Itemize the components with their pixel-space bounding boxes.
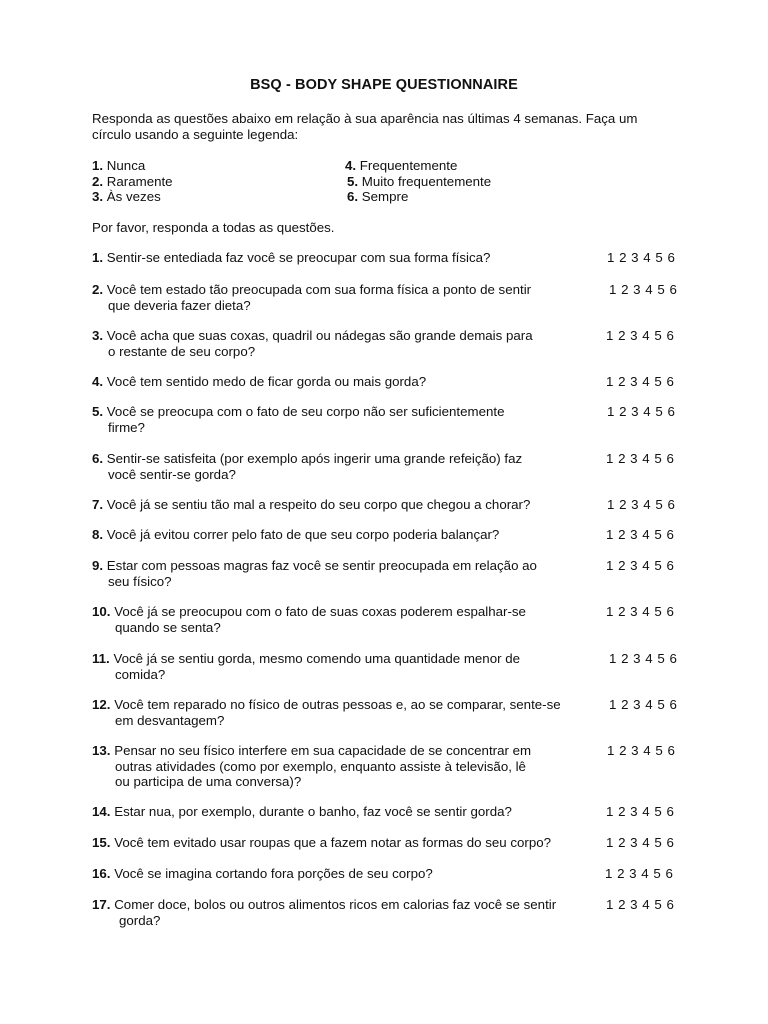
legend-label: Nunca xyxy=(106,158,146,173)
legend-item-4 xyxy=(345,158,457,174)
question-text xyxy=(92,328,602,359)
answer-scale: 1 2 3 4 5 6 xyxy=(606,328,675,343)
question-line: você sentir-se gorda? xyxy=(108,466,236,482)
question-text xyxy=(92,374,602,390)
question-number: 7. xyxy=(92,497,104,512)
question-line-text: Você tem reparado no físico de outras pessoas e, ao se comparar, sente-se xyxy=(114,697,561,712)
legend-label: Muito frequentemente xyxy=(361,174,492,189)
question-line-text: Você acha que suas coxas, quadril ou nádegas são grande demais para xyxy=(106,328,533,343)
question-text xyxy=(92,897,602,928)
question-line-text: Você tem sentido medo de ficar gorda ou mais gorda? xyxy=(106,374,427,389)
question-number: 2. xyxy=(92,282,104,297)
question-text xyxy=(92,497,602,513)
legend-number: 1. xyxy=(92,158,104,173)
question-text xyxy=(92,451,602,482)
question-text xyxy=(92,250,602,266)
question-line-text: Pensar no seu físico interfere em sua capacidade de se concentrar em xyxy=(114,743,532,758)
answer-scale: 1 2 3 4 5 6 xyxy=(606,451,675,466)
answer-scale: 1 2 3 4 5 6 xyxy=(607,743,676,758)
question-number: 3. xyxy=(92,328,104,343)
legend-number: 2. xyxy=(92,174,104,189)
question-line-text: Estar com pessoas magras faz você se sentir preocupada em relação ao xyxy=(106,558,537,573)
legend-number: 4. xyxy=(345,158,357,173)
legend-label: Sempre xyxy=(361,189,409,204)
question-line xyxy=(92,697,602,713)
legend-item-2 xyxy=(92,174,173,190)
legend-item-1 xyxy=(92,158,145,174)
intro-line: Responda as questões abaixo em relação à sua aparência nas últimas 4 semanas. Faça um xyxy=(92,111,638,126)
legend-number: 5. xyxy=(347,174,359,189)
question-text xyxy=(92,604,602,635)
answer-scale: 1 2 3 4 5 6 xyxy=(607,250,676,265)
question-line: quando se senta? xyxy=(115,619,221,635)
question-text xyxy=(92,804,602,820)
question-line-text: Você já se sentiu tão mal a respeito do seu corpo que chegou a chorar? xyxy=(106,497,531,512)
question-line xyxy=(92,282,602,298)
question-line-text: Você tem estado tão preocupada com sua forma física a ponto de sentir xyxy=(106,282,532,297)
question-line xyxy=(92,743,602,759)
question-line xyxy=(92,404,602,420)
question-number: 12. xyxy=(92,697,111,712)
question-line xyxy=(92,451,602,467)
answer-scale: 1 2 3 4 5 6 xyxy=(609,697,678,712)
question-line-text: Você tem evitado usar roupas que a fazem notar as formas do seu corpo? xyxy=(114,835,552,850)
question-line: em desvantagem? xyxy=(115,712,225,728)
question-line xyxy=(92,804,602,820)
question-line: ou participa de uma conversa)? xyxy=(115,774,302,789)
answer-scale: 1 2 3 4 5 6 xyxy=(606,604,675,619)
question-line: seu físico? xyxy=(108,573,172,589)
question-line xyxy=(92,558,602,574)
question-line-text: Sentir-se entediada faz você se preocupar com sua forma física? xyxy=(106,250,491,265)
legend-item-6 xyxy=(347,189,408,205)
question-line-text: Você já evitou correr pelo fato de que seu corpo poderia balançar? xyxy=(106,527,500,542)
answer-scale: 1 2 3 4 5 6 xyxy=(609,282,678,297)
question-line: firme? xyxy=(108,419,145,435)
question-line-text: Você já se preocupou com o fato de suas coxas poderem espalhar-se xyxy=(114,604,526,619)
answer-scale: 1 2 3 4 5 6 xyxy=(609,651,678,666)
question-line: gorda? xyxy=(119,912,161,928)
page-title: BSQ - BODY SHAPE QUESTIONNAIRE xyxy=(250,77,518,93)
question-line xyxy=(92,497,602,513)
question-line xyxy=(92,374,602,390)
answer-scale: 1 2 3 4 5 6 xyxy=(606,835,675,850)
question-line xyxy=(92,328,602,344)
question-line xyxy=(92,835,602,851)
answer-scale: 1 2 3 4 5 6 xyxy=(607,497,676,512)
question-line: comida? xyxy=(115,666,166,682)
question-number: 13. xyxy=(92,743,111,758)
question-text xyxy=(92,404,602,435)
question-number: 16. xyxy=(92,866,111,881)
question-text xyxy=(92,743,602,790)
legend-label: Raramente xyxy=(106,174,173,189)
legend-number: 6. xyxy=(347,189,359,204)
answer-scale: 1 2 3 4 5 6 xyxy=(606,558,675,573)
question-line xyxy=(92,527,602,543)
legend-item-3 xyxy=(92,189,161,205)
intro-line: círculo usando a seguinte legenda: xyxy=(92,127,299,142)
answer-scale: 1 2 3 4 5 6 xyxy=(606,897,675,912)
question-number: 14. xyxy=(92,804,111,819)
answer-scale: 1 2 3 4 5 6 xyxy=(607,404,676,419)
question-line-text: Você já se sentiu gorda, mesmo comendo uma quantidade menor de xyxy=(113,651,521,666)
question-line xyxy=(92,651,602,667)
question-line xyxy=(92,250,602,266)
question-number: 4. xyxy=(92,374,104,389)
question-text xyxy=(92,651,602,682)
question-line-text: Comer doce, bolos ou outros alimentos ricos em calorias faz você se sentir xyxy=(114,897,557,912)
question-text xyxy=(92,866,602,882)
question-number: 9. xyxy=(92,558,104,573)
question-text xyxy=(92,697,602,728)
question-line: outras atividades (como por exemplo, enquanto assiste à televisão, lê xyxy=(115,758,526,774)
question-text xyxy=(92,282,602,313)
instruction-text: Por favor, responda a todas as questões. xyxy=(92,220,335,235)
question-line-text: Você se preocupa com o fato de seu corpo não ser suficientemente xyxy=(106,404,505,419)
question-line xyxy=(92,897,602,913)
question-number: 17. xyxy=(92,897,111,912)
question-line xyxy=(92,866,602,882)
legend-number: 3. xyxy=(92,189,104,204)
question-number: 15. xyxy=(92,835,111,850)
question-number: 6. xyxy=(92,451,104,466)
question-number: 8. xyxy=(92,527,104,542)
question-number: 11. xyxy=(92,651,110,666)
question-text xyxy=(92,835,602,851)
question-text xyxy=(92,558,602,589)
question-line-text: Estar nua, por exemplo, durante o banho, faz você se sentir gorda? xyxy=(114,804,512,819)
answer-scale: 1 2 3 4 5 6 xyxy=(605,866,674,881)
question-line-text: Sentir-se satisfeita (por exemplo após ingerir uma grande refeição) faz xyxy=(106,451,523,466)
legend-label: Às vezes xyxy=(106,189,161,204)
question-line xyxy=(92,604,602,620)
answer-scale: 1 2 3 4 5 6 xyxy=(606,374,675,389)
answer-scale: 1 2 3 4 5 6 xyxy=(606,804,675,819)
question-number: 10. xyxy=(92,604,111,619)
legend-label: Frequentemente xyxy=(359,158,458,173)
question-number: 1. xyxy=(92,250,104,265)
legend-item-5 xyxy=(347,174,491,190)
question-line-text: Você se imagina cortando fora porções de seu corpo? xyxy=(114,866,433,881)
answer-scale: 1 2 3 4 5 6 xyxy=(606,527,675,542)
intro-paragraph xyxy=(92,111,692,143)
question-line: o restante de seu corpo? xyxy=(108,343,256,359)
question-line: que deveria fazer dieta? xyxy=(108,297,251,313)
question-number: 5. xyxy=(92,404,104,419)
question-text xyxy=(92,527,602,543)
